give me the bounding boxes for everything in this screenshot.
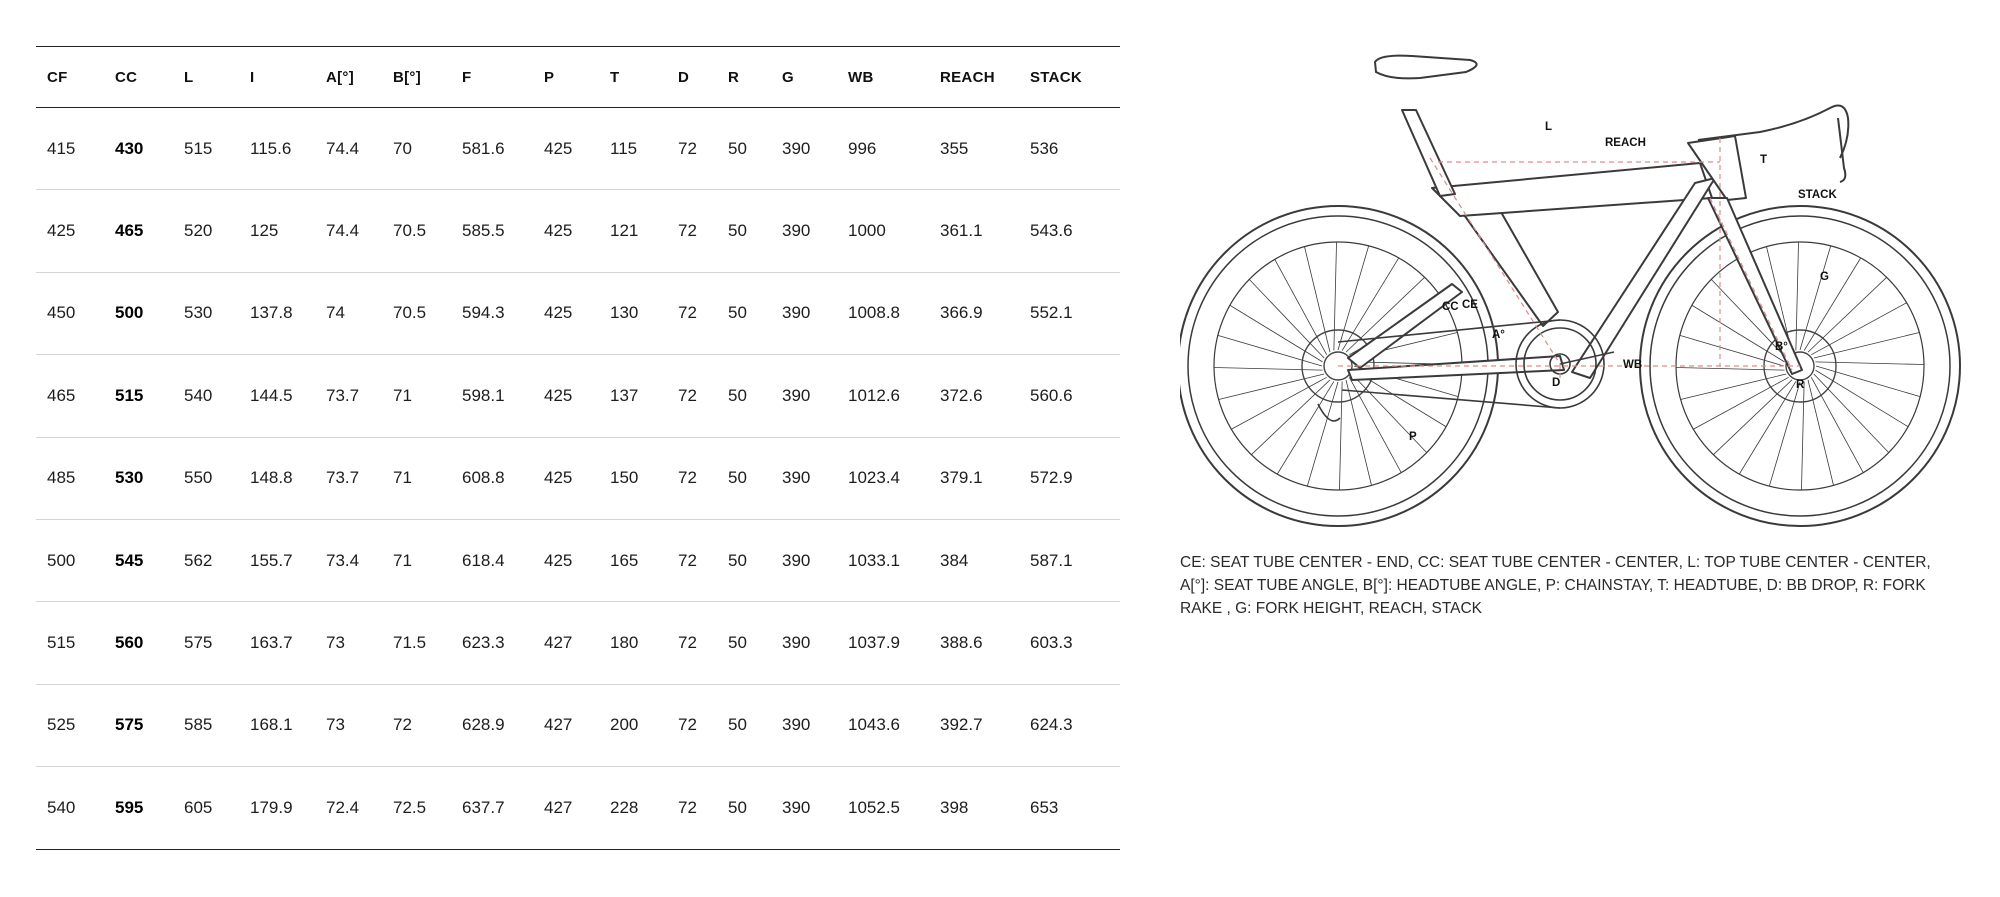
table-cell: 624.3 xyxy=(1019,684,1120,766)
table-cell: 200 xyxy=(599,684,667,766)
table-cell: 73 xyxy=(315,684,382,766)
table-cell: 525 xyxy=(36,684,104,766)
column-header: B[°] xyxy=(382,47,451,108)
table-cell: 465 xyxy=(104,190,173,272)
table-cell: 595 xyxy=(104,767,173,849)
table-cell: 50 xyxy=(717,684,771,766)
table-cell: 425 xyxy=(533,437,599,519)
table-cell: 530 xyxy=(173,272,239,354)
table-cell: 425 xyxy=(533,355,599,437)
table-cell: 515 xyxy=(173,108,239,190)
table-cell: 653 xyxy=(1019,767,1120,849)
column-header: A[°] xyxy=(315,47,382,108)
table-cell: 72.5 xyxy=(382,767,451,849)
table-cell: 572.9 xyxy=(1019,437,1120,519)
table-cell: 515 xyxy=(104,355,173,437)
table-cell: 155.7 xyxy=(239,519,315,601)
table-cell: 74.4 xyxy=(315,190,382,272)
spoke xyxy=(1277,381,1334,474)
label-p: P xyxy=(1409,431,1417,443)
column-header: CF xyxy=(36,47,104,108)
table-cell: 130 xyxy=(599,272,667,354)
table-cell: 125 xyxy=(239,190,315,272)
spoke xyxy=(1338,246,1369,350)
table-cell: 392.7 xyxy=(929,684,1019,766)
table-cell: 585.5 xyxy=(451,190,533,272)
table-cell: 71 xyxy=(382,437,451,519)
column-header: L xyxy=(173,47,239,108)
table-cell: 74.4 xyxy=(315,108,382,190)
column-header: WB xyxy=(837,47,929,108)
table-cell: 50 xyxy=(717,108,771,190)
table-row xyxy=(36,602,1120,684)
table-cell: 50 xyxy=(717,767,771,849)
table-cell: 70 xyxy=(382,108,451,190)
table-row xyxy=(36,355,1120,437)
table-cell: 427 xyxy=(533,602,599,684)
table-cell: 390 xyxy=(771,519,837,601)
table-cell: 72.4 xyxy=(315,767,382,849)
table-cell: 71 xyxy=(382,355,451,437)
table-cell: 115.6 xyxy=(239,108,315,190)
table-cell: 384 xyxy=(929,519,1019,601)
label-g: G xyxy=(1820,271,1829,283)
column-header: CC xyxy=(104,47,173,108)
table-cell: 72 xyxy=(667,437,717,519)
table-cell: 550 xyxy=(173,437,239,519)
table-cell: 168.1 xyxy=(239,684,315,766)
spoke xyxy=(1218,335,1322,366)
table-cell: 1023.4 xyxy=(837,437,929,519)
column-header: I xyxy=(239,47,315,108)
table-cell: 73.7 xyxy=(315,437,382,519)
table-cell: 74 xyxy=(315,272,382,354)
label-l: L xyxy=(1545,121,1553,133)
spoke xyxy=(1816,366,1920,397)
table-cell: 427 xyxy=(533,767,599,849)
table-row xyxy=(36,519,1120,601)
table-row xyxy=(36,437,1120,519)
label-r: R xyxy=(1796,379,1805,391)
table-row xyxy=(36,108,1120,190)
table-cell: 137.8 xyxy=(239,272,315,354)
saddle xyxy=(1375,56,1477,79)
geometry-table xyxy=(36,46,1120,850)
spoke xyxy=(1676,367,1785,370)
table-cell: 50 xyxy=(717,437,771,519)
table-cell: 115 xyxy=(599,108,667,190)
label-t: T xyxy=(1760,154,1768,166)
table-cell: 70.5 xyxy=(382,272,451,354)
table-cell: 73.7 xyxy=(315,355,382,437)
table-cell: 425 xyxy=(533,272,599,354)
table-cell: 425 xyxy=(36,190,104,272)
table-cell: 150 xyxy=(599,437,667,519)
spoke xyxy=(1334,242,1337,351)
table-cell: 72 xyxy=(667,190,717,272)
table-cell: 560.6 xyxy=(1019,355,1120,437)
table-cell: 530 xyxy=(104,437,173,519)
table-cell: 355 xyxy=(929,108,1019,190)
table-cell: 121 xyxy=(599,190,667,272)
table-cell: 50 xyxy=(717,519,771,601)
table-cell: 390 xyxy=(771,437,837,519)
column-header: T xyxy=(599,47,667,108)
column-header: REACH xyxy=(929,47,1019,108)
label-cc: CC xyxy=(1442,301,1459,313)
table-cell: 415 xyxy=(36,108,104,190)
table-cell: 560 xyxy=(104,602,173,684)
table-cell: 1008.8 xyxy=(837,272,929,354)
table-cell: 50 xyxy=(717,190,771,272)
table-cell: 398 xyxy=(929,767,1019,849)
label-d: D xyxy=(1552,377,1561,389)
table-cell: 50 xyxy=(717,602,771,684)
column-header: R xyxy=(717,47,771,108)
spoke xyxy=(1801,381,1804,490)
label-stack: STACK xyxy=(1798,189,1837,201)
table-cell: 137 xyxy=(599,355,667,437)
table-cell: 545 xyxy=(104,519,173,601)
table-cell: 608.8 xyxy=(451,437,533,519)
table-cell: 148.8 xyxy=(239,437,315,519)
table-cell: 450 xyxy=(36,272,104,354)
table-cell: 72 xyxy=(667,519,717,601)
table-cell: 388.6 xyxy=(929,602,1019,684)
table-cell: 425 xyxy=(533,519,599,601)
column-header: P xyxy=(533,47,599,108)
spoke xyxy=(1814,374,1889,453)
table-cell: 50 xyxy=(717,355,771,437)
table-cell: 1012.6 xyxy=(837,355,929,437)
table-cell: 536 xyxy=(1019,108,1120,190)
spoke xyxy=(1680,335,1784,366)
table-cell: 552.1 xyxy=(1019,272,1120,354)
table-cell: 70.5 xyxy=(382,190,451,272)
table-row xyxy=(36,767,1120,849)
table-cell: 228 xyxy=(599,767,667,849)
table-cell: 637.7 xyxy=(451,767,533,849)
column-header: D xyxy=(667,47,717,108)
table-cell: 179.9 xyxy=(239,767,315,849)
table-cell: 72 xyxy=(667,272,717,354)
table-cell: 390 xyxy=(771,602,837,684)
table-cell: 72 xyxy=(667,684,717,766)
table-cell: 465 xyxy=(36,355,104,437)
table-cell: 72 xyxy=(667,602,717,684)
column-header: G xyxy=(771,47,837,108)
label-a: A° xyxy=(1492,329,1505,341)
table-cell: 379.1 xyxy=(929,437,1019,519)
spoke xyxy=(1815,362,1924,365)
table-cell: 361.1 xyxy=(929,190,1019,272)
table-cell: 390 xyxy=(771,190,837,272)
spoke xyxy=(1713,380,1792,455)
table-cell: 603.3 xyxy=(1019,602,1120,684)
table-cell: 390 xyxy=(771,684,837,766)
table-row xyxy=(36,272,1120,354)
table-cell: 180 xyxy=(599,602,667,684)
spoke xyxy=(1307,382,1338,486)
table-cell: 575 xyxy=(173,602,239,684)
table-cell: 390 xyxy=(771,767,837,849)
table-cell: 165 xyxy=(599,519,667,601)
column-header: F xyxy=(451,47,533,108)
table-cell: 71 xyxy=(382,519,451,601)
table-cell: 581.6 xyxy=(451,108,533,190)
table-cell: 500 xyxy=(104,272,173,354)
table-cell: 543.6 xyxy=(1019,190,1120,272)
spoke xyxy=(1230,305,1323,362)
frame xyxy=(1348,110,1802,380)
table-cell: 515 xyxy=(36,602,104,684)
table-cell: 390 xyxy=(771,272,837,354)
table-cell: 73 xyxy=(315,602,382,684)
spoke xyxy=(1739,381,1796,474)
spoke xyxy=(1800,246,1831,350)
table-cell: 562 xyxy=(173,519,239,601)
table-cell: 144.5 xyxy=(239,355,315,437)
spoke xyxy=(1251,380,1330,455)
table-cell: 72 xyxy=(667,767,717,849)
table-cell: 1033.1 xyxy=(837,519,929,601)
column-header: STACK xyxy=(1019,47,1120,108)
table-cell: 1037.9 xyxy=(837,602,929,684)
table-cell: 618.4 xyxy=(451,519,533,601)
table-cell: 520 xyxy=(173,190,239,272)
table-cell: 1052.5 xyxy=(837,767,929,849)
table-cell: 1043.6 xyxy=(837,684,929,766)
table-cell: 587.1 xyxy=(1019,519,1120,601)
table-header-row xyxy=(36,47,1120,108)
spoke xyxy=(1808,277,1887,352)
table-cell: 585 xyxy=(173,684,239,766)
table-cell: 425 xyxy=(533,108,599,190)
table-cell: 390 xyxy=(771,355,837,437)
table-cell: 72 xyxy=(667,108,717,190)
geometry-legend: CE: SEAT TUBE CENTER - END, CC: SEAT TUBE CENTER - CENTER, L: TOP TUBE CENTER - CENTER, A[°]: SEAT TUBE ANGLE, B[°]: HEADTUBE ANGLE, P: CHAINSTAY, T: HEADTUBE, D: BB DROP, R: FORK RAKE , G: FORK HEIGHT, REACH, STACK xyxy=(1180,554,1931,617)
spoke xyxy=(1815,370,1908,427)
table-cell: 372.6 xyxy=(929,355,1019,437)
table-cell: 366.9 xyxy=(929,272,1019,354)
spoke xyxy=(1339,381,1342,490)
spoke xyxy=(1769,382,1800,486)
table-cell: 71.5 xyxy=(382,602,451,684)
label-wb: WB xyxy=(1623,359,1643,371)
table-row xyxy=(36,684,1120,766)
table-cell: 72 xyxy=(667,355,717,437)
table-cell: 540 xyxy=(173,355,239,437)
table-body xyxy=(36,108,1120,850)
table-cell: 575 xyxy=(104,684,173,766)
table-cell: 485 xyxy=(36,437,104,519)
table-cell: 500 xyxy=(36,519,104,601)
table-cell: 425 xyxy=(533,190,599,272)
table-cell: 1000 xyxy=(837,190,929,272)
table-cell: 623.3 xyxy=(451,602,533,684)
bike-geometry-diagram xyxy=(1180,48,1980,538)
table-cell: 628.9 xyxy=(451,684,533,766)
spoke xyxy=(1796,242,1799,351)
table-cell: 390 xyxy=(771,108,837,190)
label-b: B° xyxy=(1775,341,1788,353)
table-cell: 996 xyxy=(837,108,929,190)
table-cell: 594.3 xyxy=(451,272,533,354)
label-reach: REACH xyxy=(1605,137,1646,149)
table-cell: 540 xyxy=(36,767,104,849)
table-cell: 430 xyxy=(104,108,173,190)
spoke xyxy=(1214,367,1323,370)
label-ce: CE xyxy=(1462,299,1478,311)
table-cell: 73.4 xyxy=(315,519,382,601)
table-cell: 50 xyxy=(717,272,771,354)
spoke xyxy=(1249,279,1324,358)
table-row xyxy=(36,190,1120,272)
table-cell: 163.7 xyxy=(239,602,315,684)
table-cell: 598.1 xyxy=(451,355,533,437)
table-cell: 427 xyxy=(533,684,599,766)
spoke xyxy=(1804,258,1861,351)
table-cell: 72 xyxy=(382,684,451,766)
table-cell: 605 xyxy=(173,767,239,849)
